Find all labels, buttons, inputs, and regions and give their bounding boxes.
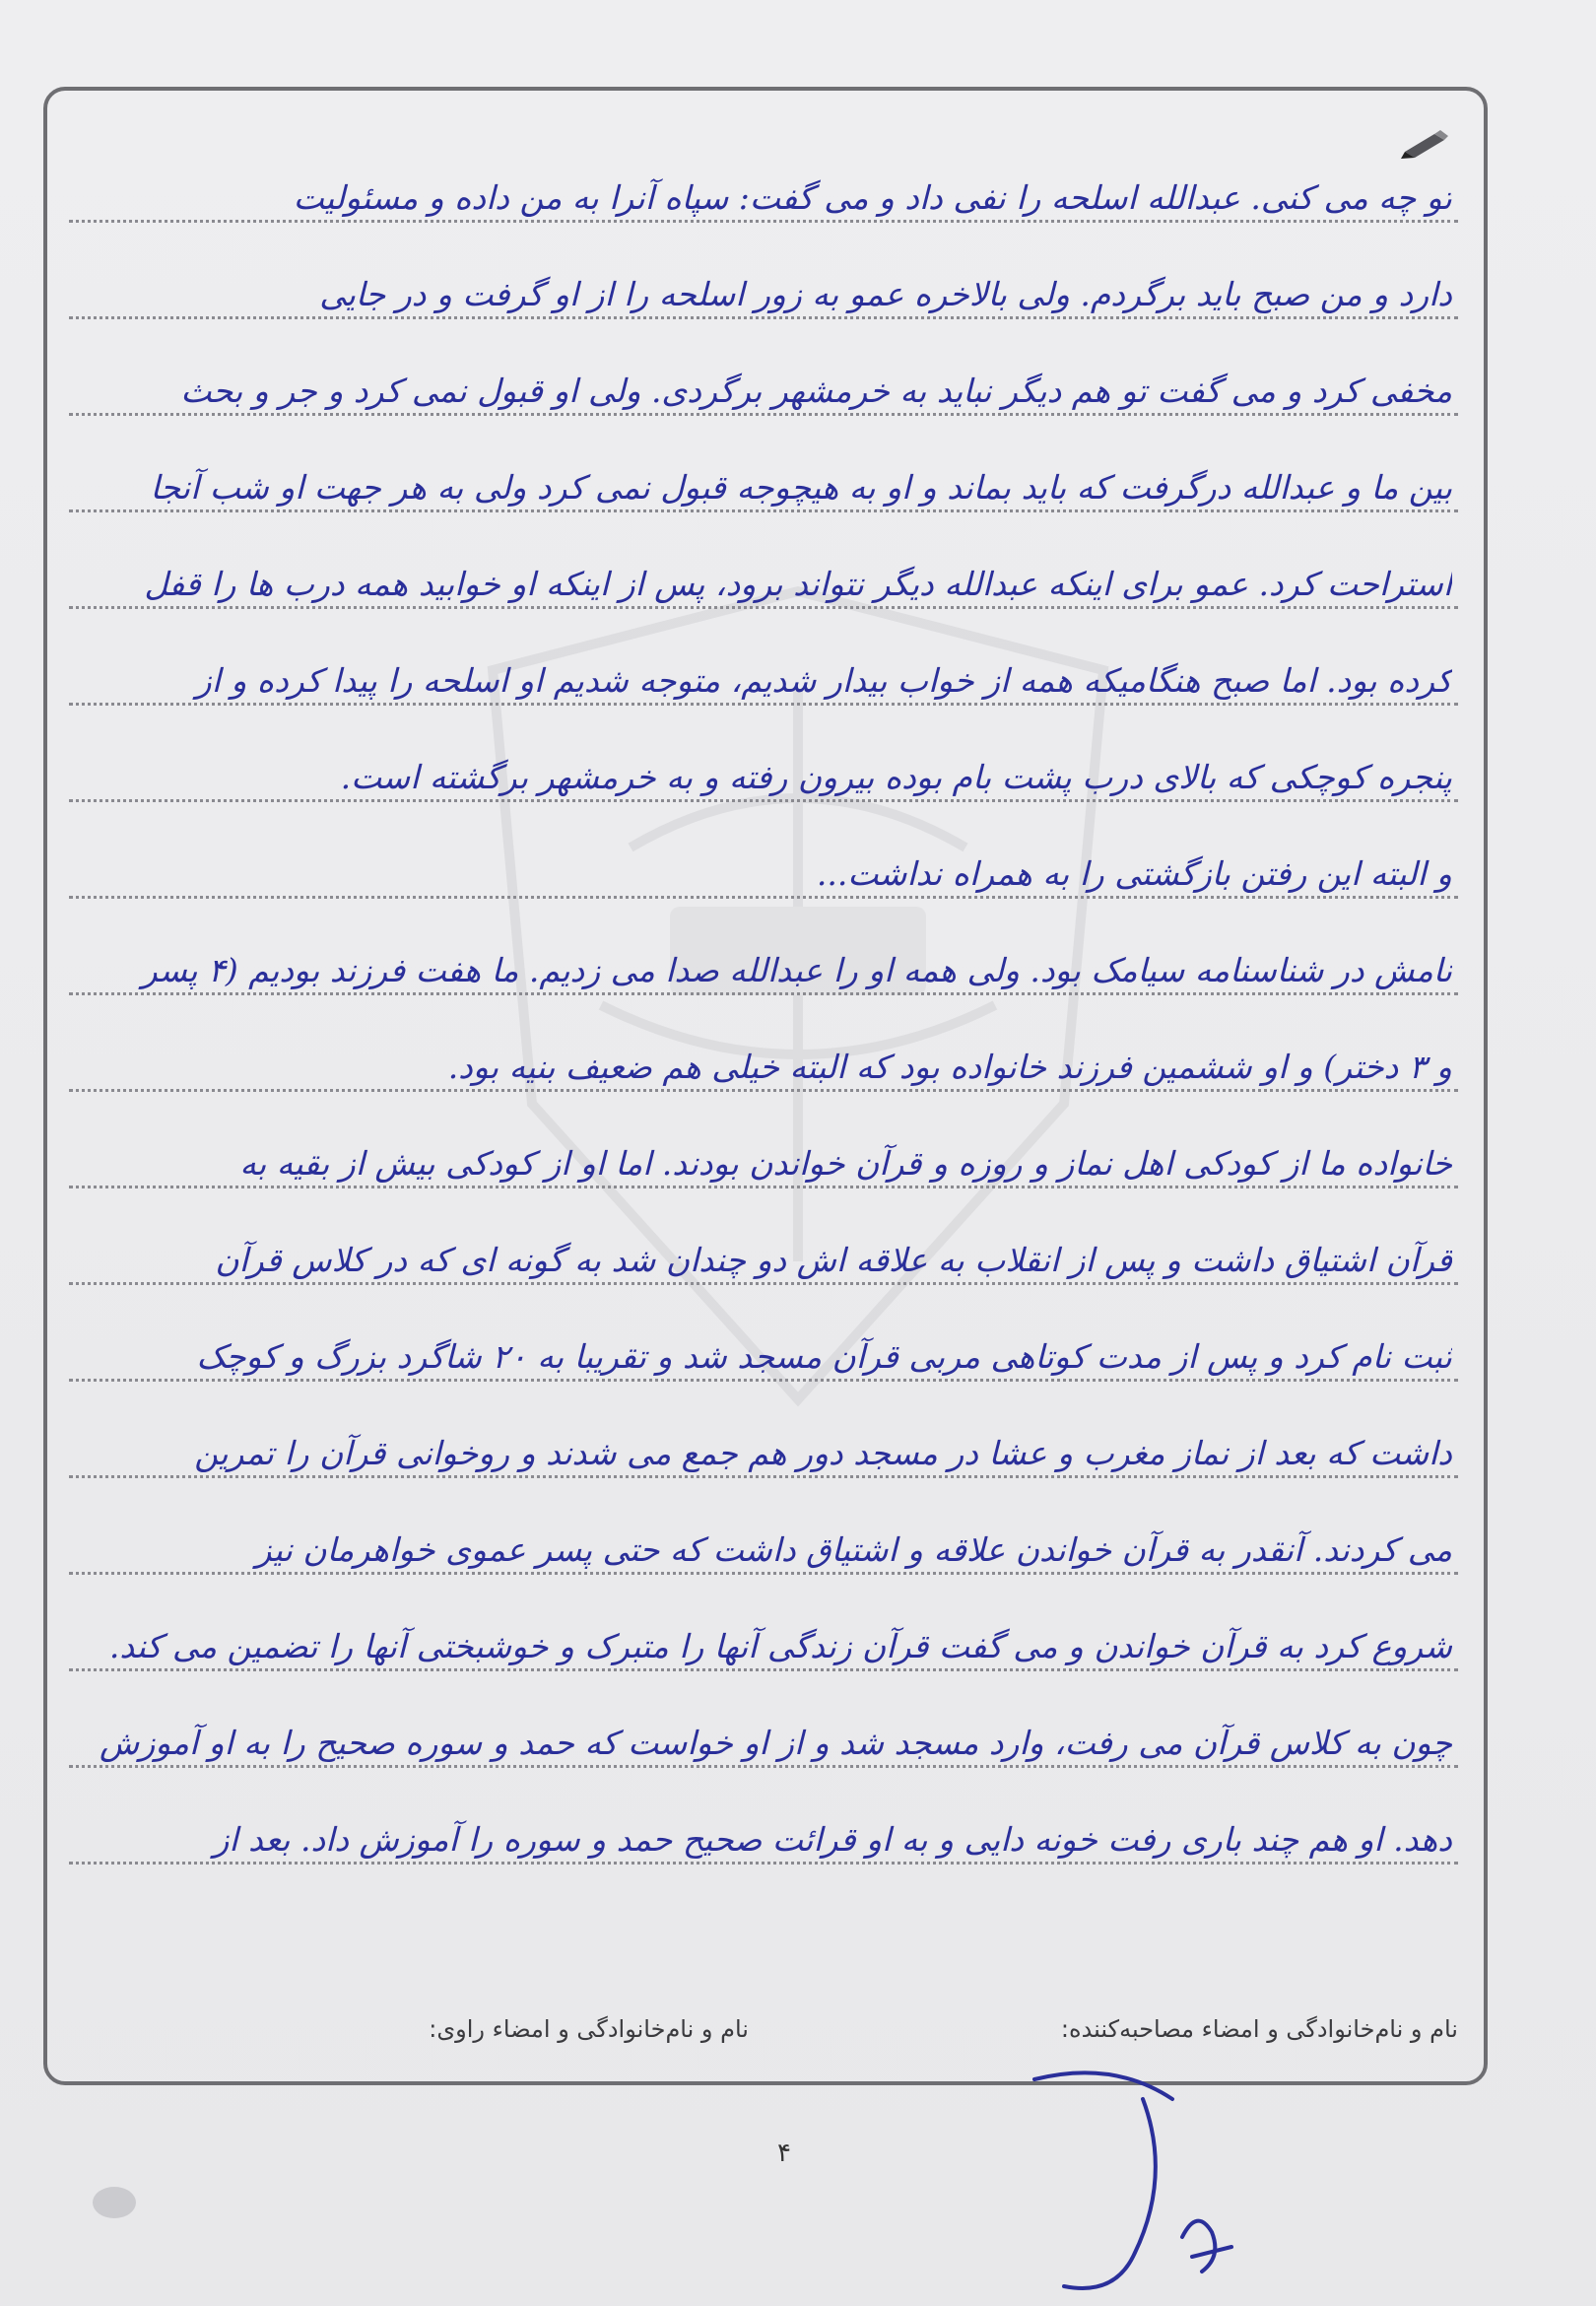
text-line bbox=[69, 1007, 1458, 1104]
text-line bbox=[69, 138, 1458, 235]
line-text: داشت که بعد از نماز مغرب و عشا در مسجد دور هم جمع می شدند و روخوانی قرآن را تمرین bbox=[194, 1434, 1452, 1472]
narrator-signature-label: نام و نام‌خانوادگی و امضاء راوی: bbox=[429, 2015, 749, 2043]
ink-smudge bbox=[85, 2178, 144, 2227]
line-text: نامش در شناسنامه سیامک بود. ولی همه او را عبدالله صدا می زدیم. ما هفت فرزند بودیم (۴ پسر bbox=[141, 951, 1452, 989]
line-text: پنجره کوچکی که بالای درب پشت بام بوده بیرون رفته و به خرمشهر برگشته است. bbox=[340, 758, 1452, 796]
signature-footer bbox=[286, 2015, 1458, 2059]
line-text: ثبت نام کرد و پس از مدت کوتاهی مربی قرآن مسجد شد و تقریبا به ۲۰ شاگرد بزرگ و کوچک bbox=[196, 1337, 1452, 1376]
interviewer-signature-label: نام و نام‌خانوادگی و امضاء مصاحبه‌کننده: bbox=[1060, 2015, 1458, 2043]
text-line bbox=[69, 1104, 1458, 1200]
handwritten-signature bbox=[1025, 2060, 1241, 2306]
text-line bbox=[69, 235, 1458, 331]
text-line bbox=[69, 331, 1458, 428]
text-line bbox=[69, 1393, 1458, 1490]
text-line bbox=[69, 911, 1458, 1007]
line-text: می کردند. آنقدر به قرآن خواندن علاقه و اشتیاق داشت که حتی پسر عموی خواهرمان نیز bbox=[255, 1530, 1452, 1569]
text-line bbox=[69, 1297, 1458, 1393]
line-text: چون به کلاس قرآن می رفت، وارد مسجد شد و از او خواست که حمد و سوره صحیح را به او آموزش bbox=[100, 1724, 1452, 1762]
line-text: خانواده ما از کودکی اهل نماز و روزه و قرآن خواندن بودند. اما او از کودکی بیش از بقیه به bbox=[239, 1144, 1452, 1183]
line-text: مخفی کرد و می گفت تو هم دیگر نباید به خرمشهر برگردی. ولی او قبول نمی کرد و جر و بحث bbox=[180, 372, 1452, 410]
text-line bbox=[69, 621, 1458, 717]
line-text: قرآن اشتیاق داشت و پس از انقلاب به علاقه اش دو چندان شد به گونه ای که در کلاس قرآن bbox=[215, 1241, 1452, 1279]
text-line bbox=[69, 524, 1458, 621]
page-number: ۴ bbox=[777, 2138, 791, 2168]
text-line bbox=[69, 1780, 1458, 1876]
text-line bbox=[69, 1490, 1458, 1587]
line-text: دهد. او هم چند باری رفت خونه دایی و به او قرائت صحیح حمد و سوره را آموزش داد. بعد از bbox=[213, 1820, 1452, 1859]
line-text: کرده بود. اما صبح هنگامیکه همه از خواب بیدار شدیم، متوجه شدیم او اسلحه را پیدا کرده و از bbox=[195, 661, 1452, 700]
text-line bbox=[69, 1200, 1458, 1297]
text-line bbox=[69, 717, 1458, 814]
line-text: و ۳ دختر) و او ششمین فرزند خانواده بود که البته خیلی هم ضعیف بنیه بود. bbox=[447, 1048, 1452, 1086]
line-text: تو چه می کنی. عبدالله اسلحه را نفی داد و می گفت: سپاه آنرا به من داده و مسئولیت bbox=[293, 178, 1452, 217]
line-text: استراحت کرد. عمو برای اینکه عبدالله دیگر نتواند برود، پس از اینکه او خوابید همه درب ها را قفل bbox=[144, 565, 1452, 603]
text-line bbox=[69, 814, 1458, 911]
text-line bbox=[69, 1587, 1458, 1683]
line-text: و البته این رفتن بازگشتی را به همراه نداشت... bbox=[816, 854, 1452, 893]
handwritten-text-body bbox=[69, 138, 1458, 1876]
line-text: دارد و من صبح باید برگردم. ولی بالاخره عمو به زور اسلحه را از او گرفت و در جایی bbox=[319, 275, 1452, 313]
line-text: بین ما و عبدالله درگرفت که باید بماند و او به هیچوجه قبول نمی کرد ولی به هر جهت او شب آنجا bbox=[150, 468, 1452, 507]
text-line bbox=[69, 428, 1458, 524]
line-text: شروع کرد به قرآن خواندن و می گفت قرآن زندگی آنها را متبرک و خوشبختی آنها را تضمین می کند. bbox=[108, 1627, 1452, 1665]
text-line bbox=[69, 1683, 1458, 1780]
